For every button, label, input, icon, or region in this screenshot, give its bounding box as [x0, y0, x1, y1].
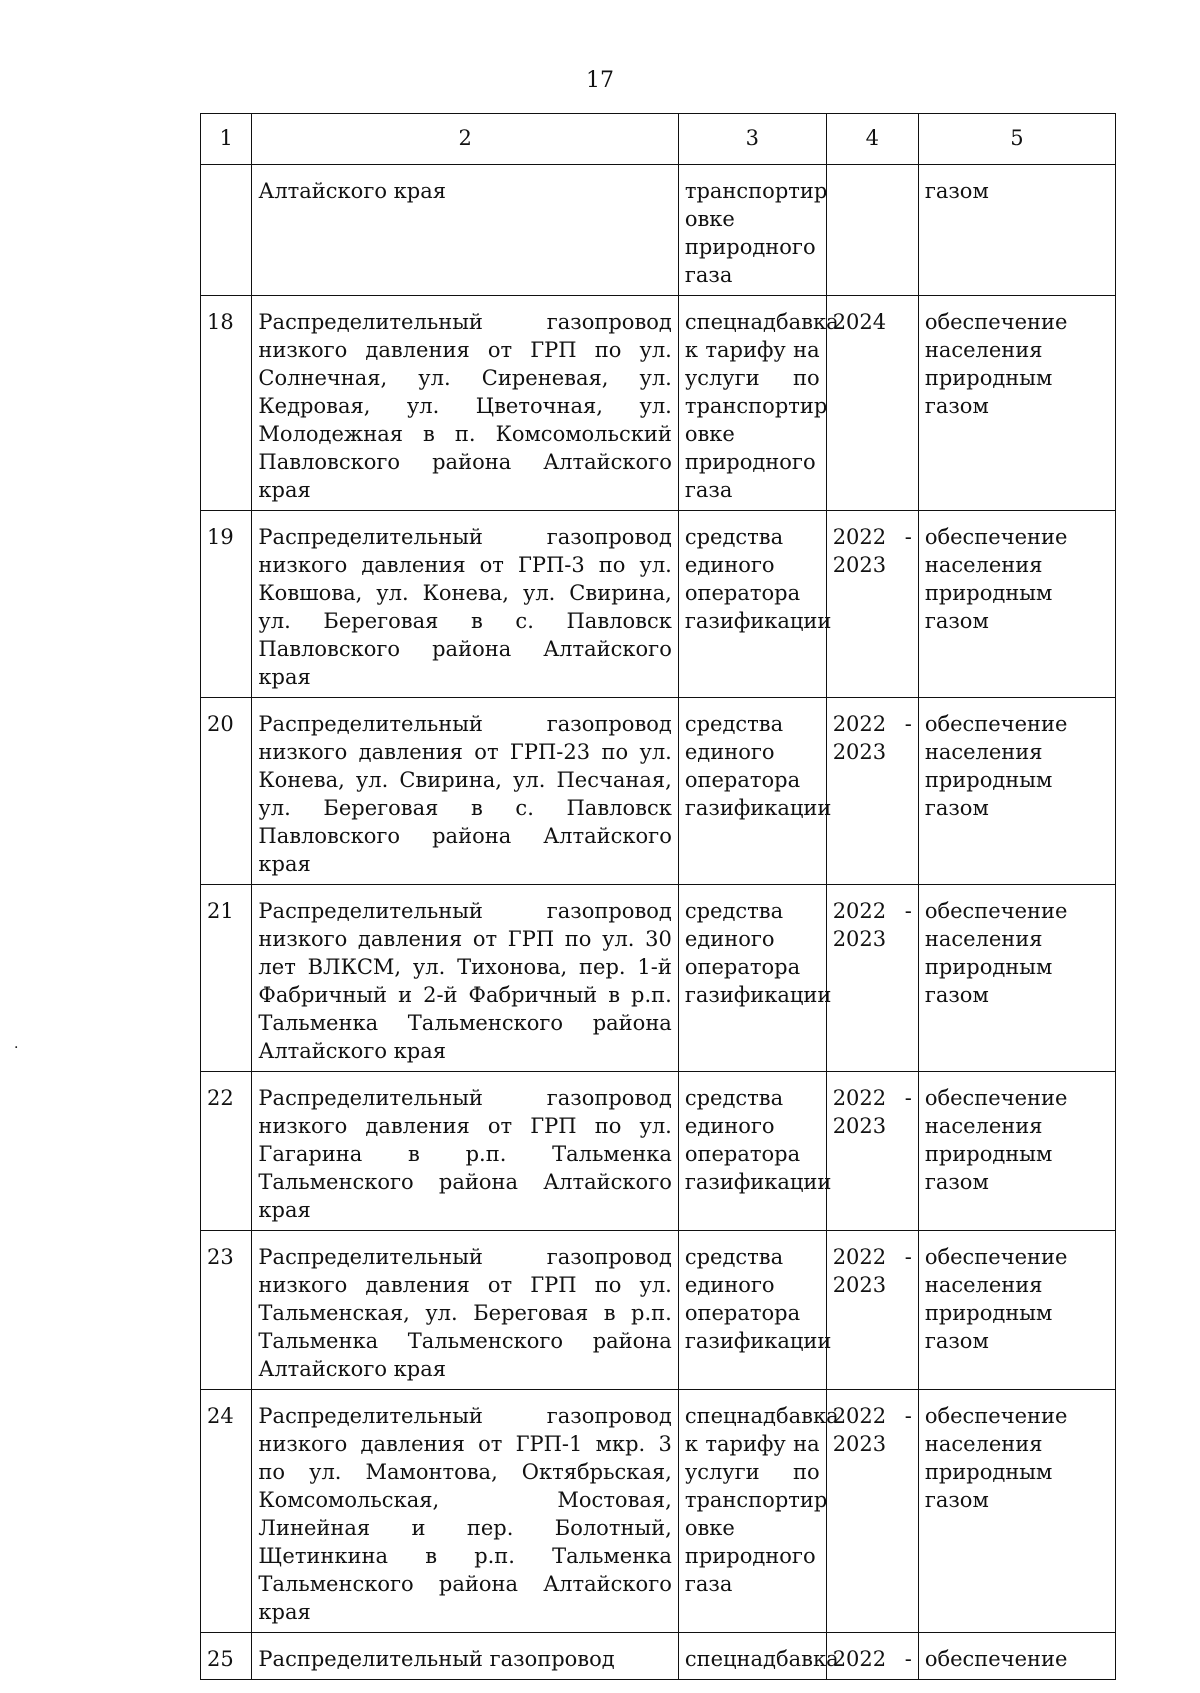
year-dash: - — [904, 1404, 912, 1428]
implementation-years — [826, 1390, 918, 1633]
implementation-years — [826, 165, 918, 296]
table-row — [201, 1390, 1116, 1633]
object-name: Алтайского края — [252, 165, 678, 296]
funding-source: средства единого оператора газификации — [678, 1072, 826, 1231]
implementation-years — [826, 511, 918, 698]
header-cell-4: 4 — [826, 114, 918, 165]
row-number — [201, 165, 252, 296]
funding-source: спецнадбавка к тарифу на услуги по транспортир овке природного газа — [678, 296, 826, 511]
year-to: 2023 — [832, 553, 887, 577]
purpose: обеспечение населения природным газом — [918, 296, 1115, 511]
purpose: обеспечение населения природным газом — [918, 885, 1115, 1072]
purpose: обеспечение населения природным газом — [918, 1390, 1115, 1633]
funding-source: средства единого оператора газификации — [678, 1231, 826, 1390]
object-name: Распределительный газопровод — [252, 1633, 678, 1680]
year-from: 2022 — [832, 1245, 887, 1269]
table-row — [201, 296, 1116, 511]
table-row — [201, 165, 1116, 296]
object-name: Распределительный газопровод низкого давления от ГРП по ул. Солнечная, ул. Сиреневая, ул. Кедровая, ул. Цветочная, ул. Молодежная в п. Комсомольский Павловского района Алтайского края — [252, 296, 678, 511]
object-name: Распределительный газопровод низкого давления от ГРП-1 мкр. 3 по ул. Мамонтова, Октябрьская, Комсомольская, Мостовая, Линейная и пер. Болотный, Щетинкина в р.п. Тальменка Тальменского района Алтайского края — [252, 1390, 678, 1633]
funding-source: транспортир овке природного газа — [678, 165, 826, 296]
table-row — [201, 885, 1116, 1072]
row-number: 19 — [201, 511, 252, 698]
implementation-years — [826, 1231, 918, 1390]
table-row — [201, 698, 1116, 885]
year-dash: - — [904, 899, 912, 923]
header-cell-2: 2 — [252, 114, 678, 165]
year-to: 2023 — [832, 1273, 887, 1297]
row-number: 18 — [201, 296, 252, 511]
header-cell-5: 5 — [918, 114, 1115, 165]
implementation-years — [826, 698, 918, 885]
year-to: 2023 — [832, 927, 887, 951]
year-from: 2022 — [832, 1086, 887, 1110]
table-row — [201, 1231, 1116, 1390]
scan-speck: · — [14, 1040, 19, 1056]
table-row — [201, 511, 1116, 698]
row-number: 21 — [201, 885, 252, 1072]
year-to: 2023 — [832, 1114, 887, 1138]
object-name: Распределительный газопровод низкого давления от ГРП-23 по ул. Конева, ул. Свирина, ул. Песчаная, ул. Береговая в с. Павловск Павловского района Алтайского края — [252, 698, 678, 885]
year-from: 2022 — [832, 525, 887, 549]
funding-source: средства единого оператора газификации — [678, 511, 826, 698]
row-number: 20 — [201, 698, 252, 885]
purpose: обеспечение населения природным газом — [918, 511, 1115, 698]
object-name: Распределительный газопровод низкого давления от ГРП по ул. Гагарина в р.п. Тальменка Тальменского района Алтайского края — [252, 1072, 678, 1231]
year-from: 2022 — [832, 899, 887, 923]
funding-source: средства единого оператора газификации — [678, 698, 826, 885]
implementation-years — [826, 296, 918, 511]
year-from: 2022 — [832, 1647, 887, 1671]
year-from: 2022 — [832, 1404, 887, 1428]
funding-source: средства единого оператора газификации — [678, 885, 826, 1072]
implementation-years — [826, 885, 918, 1072]
implementation-years — [826, 1633, 918, 1680]
header-row — [201, 114, 1116, 165]
implementation-years — [826, 1072, 918, 1231]
row-number: 23 — [201, 1231, 252, 1390]
header-cell-1: 1 — [201, 114, 252, 165]
year-dash: - — [904, 1086, 912, 1110]
year-dash: - — [904, 525, 912, 549]
program-table — [200, 113, 1116, 1680]
year-from: 2024 — [832, 310, 887, 334]
object-name: Распределительный газопровод низкого давления от ГРП по ул. Тальменская, ул. Береговая в р.п. Тальменка Тальменского района Алтайского края — [252, 1231, 678, 1390]
row-number: 22 — [201, 1072, 252, 1231]
row-number: 25 — [201, 1633, 252, 1680]
purpose: обеспечение — [918, 1633, 1115, 1680]
year-from: 2022 — [832, 712, 887, 736]
year-to: 2023 — [832, 1432, 887, 1456]
year-dash: - — [904, 712, 912, 736]
purpose: обеспечение населения природным газом — [918, 1231, 1115, 1390]
funding-source: спецнадбавка — [678, 1633, 826, 1680]
purpose: газом — [918, 165, 1115, 296]
funding-source: спецнадбавка к тарифу на услуги по транспортир овке природного газа — [678, 1390, 826, 1633]
object-name: Распределительный газопровод низкого давления от ГРП по ул. 30 лет ВЛКСМ, ул. Тихонова, пер. 1-й Фабричный и 2-й Фабричный в р.п. Тальменка Тальменского района Алтайского края — [252, 885, 678, 1072]
header-cell-3: 3 — [678, 114, 826, 165]
year-to: 2023 — [832, 740, 887, 764]
year-dash: - — [904, 1245, 912, 1269]
purpose: обеспечение населения природным газом — [918, 698, 1115, 885]
page-number: 17 — [586, 68, 614, 93]
table-row — [201, 1633, 1116, 1680]
purpose: обеспечение населения природным газом — [918, 1072, 1115, 1231]
year-dash: - — [904, 1647, 912, 1671]
object-name: Распределительный газопровод низкого давления от ГРП-3 по ул. Ковшова, ул. Конева, ул. Свирина, ул. Береговая в с. Павловск Павловского района Алтайского края — [252, 511, 678, 698]
row-number: 24 — [201, 1390, 252, 1633]
table-row — [201, 1072, 1116, 1231]
